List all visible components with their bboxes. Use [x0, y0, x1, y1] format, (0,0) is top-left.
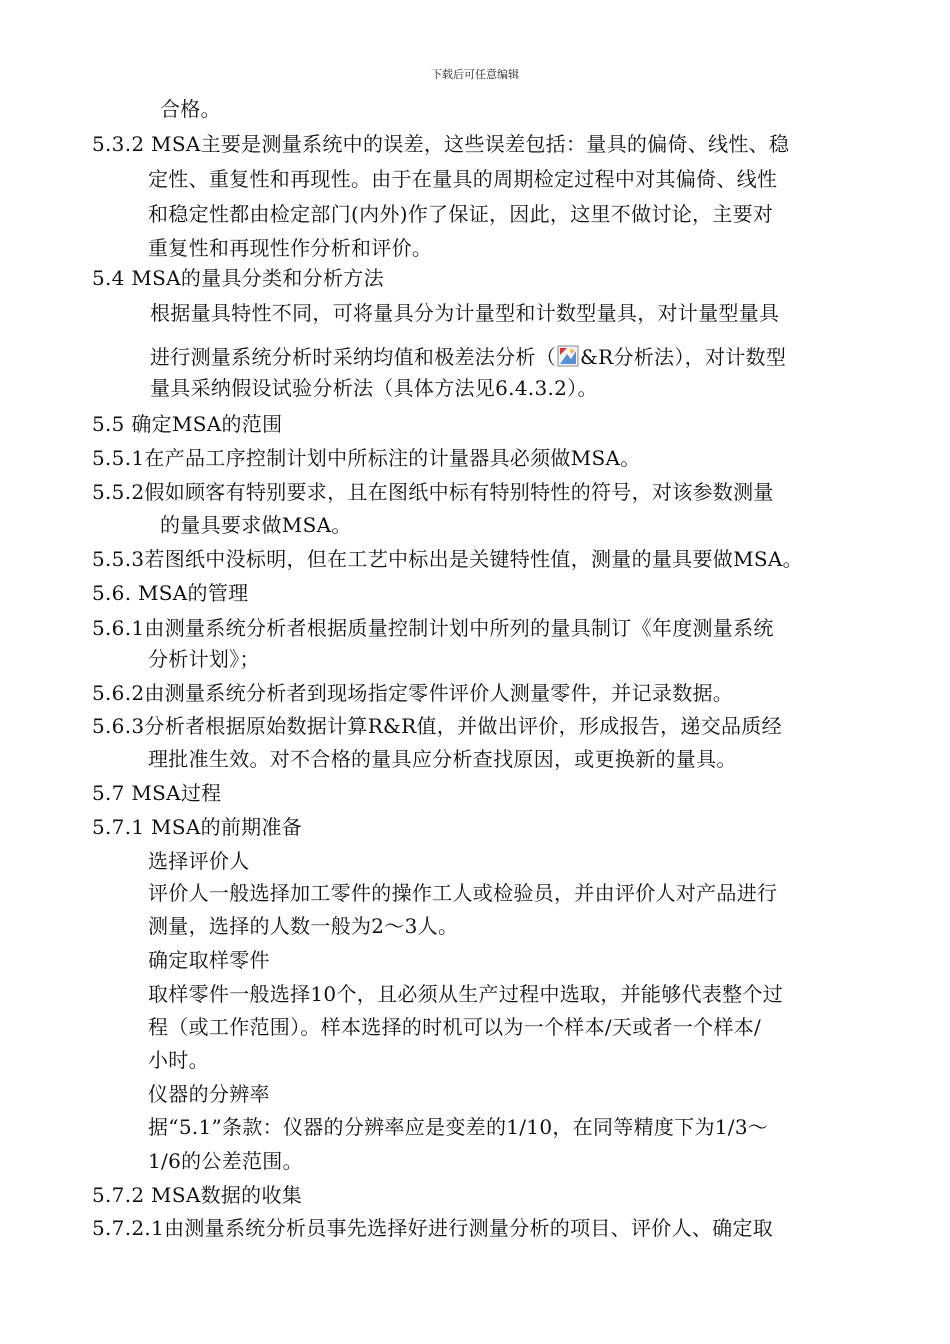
text-line: 取样零件一般选择10个，且必须从生产过程中选取，并能够代表整个过 [148, 982, 784, 1006]
text-line: 据“5.1”条款：仪器的分辨率应是变差的1/10，在同等精度下为1/3～ [148, 1115, 769, 1139]
text-line: 重复性和再现性作分析和评价。 [148, 236, 433, 260]
text-line [150, 344, 786, 370]
text-segment: &R分析法），对计数型 [580, 345, 787, 369]
section-5-4: 5.4 MSA的量具分类和分析方法 [92, 266, 384, 290]
text-line: 程（或工作范围）。样本选择的时机可以为一个样本/天或者一个样本/ [148, 1015, 762, 1039]
section-5-3-2: 5.3.2 MSA主要是测量系统中的误差，这些误差包括：量具的偏倚、线性、稳 [92, 132, 790, 156]
section-5-6: 5.6. MSA的管理 [92, 581, 249, 605]
text-line: 理批准生效。对不合格的量具应分析查找原因，或更换新的量具。 [148, 747, 737, 771]
broken-image-icon [557, 345, 579, 367]
section-5-5-1: 5.5.1在产品工序控制计划中所标注的计量器具必须做MSA。 [92, 446, 641, 470]
section-5-7: 5.7 MSA过程 [92, 781, 222, 805]
section-5-7-1: 5.7.1 MSA的前期准备 [92, 815, 303, 839]
text-line: 合格。 [160, 97, 221, 121]
section-5-7-2-1: 5.7.2.1由测量系统分析员事先选择好进行测量分析的项目、评价人、确定取 [92, 1216, 774, 1240]
text-line: 评价人一般选择加工零件的操作工人或检验员，并由评价人对产品进行 [148, 881, 778, 905]
section-5-5: 5.5 确定MSA的范围 [92, 412, 283, 436]
text-line: 测量，选择的人数一般为2～3人。 [148, 914, 459, 938]
section-5-6-1: 5.6.1由测量系统分析者根据质量控制计划中所列的量具制订《年度测量系统 [92, 616, 774, 640]
text-line: 小时。 [148, 1048, 209, 1072]
text-line: 根据量具特性不同，可将量具分为计量型和计数型量具，对计量型量具 [150, 301, 780, 325]
subheading: 确定取样零件 [148, 948, 270, 972]
text-line: 定性、重复性和再现性。由于在量具的周期检定过程中对其偏倚、线性 [148, 167, 778, 191]
text-line: 的量具要求做MSA。 [160, 513, 352, 537]
subheading: 仪器的分辨率 [148, 1082, 270, 1106]
text-line: 和稳定性都由检定部门(内外)作了保证，因此，这里不做讨论，主要对 [148, 202, 774, 226]
section-5-6-2: 5.6.2由测量系统分析者到现场指定零件评价人测量零件，并记录数据。 [92, 681, 734, 705]
text-segment: 进行测量系统分析时采纳均值和极差法分析（ [150, 345, 556, 369]
section-5-7-2: 5.7.2 MSA数据的收集 [92, 1183, 303, 1207]
section-5-6-3: 5.6.3分析者根据原始数据计算R&R值，并做出评价，形成报告，递交品质经 [92, 714, 782, 738]
section-5-5-3: 5.5.3若图纸中没标明，但在工艺中标出是关键特性值，测量的量具要做MSA。 [92, 547, 803, 571]
text-line: 量具采纳假设试验分析法（具体方法见6.4.3.2）。 [150, 376, 598, 400]
section-5-5-2: 5.5.2假如顾客有特别要求，且在图纸中标有特别特性的符号，对该参数测量 [92, 480, 774, 504]
text-line: 分析计划》； [148, 647, 260, 671]
subheading: 选择评价人 [148, 849, 250, 873]
text-line: 1/6的公差范围。 [148, 1149, 303, 1173]
page-header: 下载后可任意编辑 [431, 68, 519, 81]
